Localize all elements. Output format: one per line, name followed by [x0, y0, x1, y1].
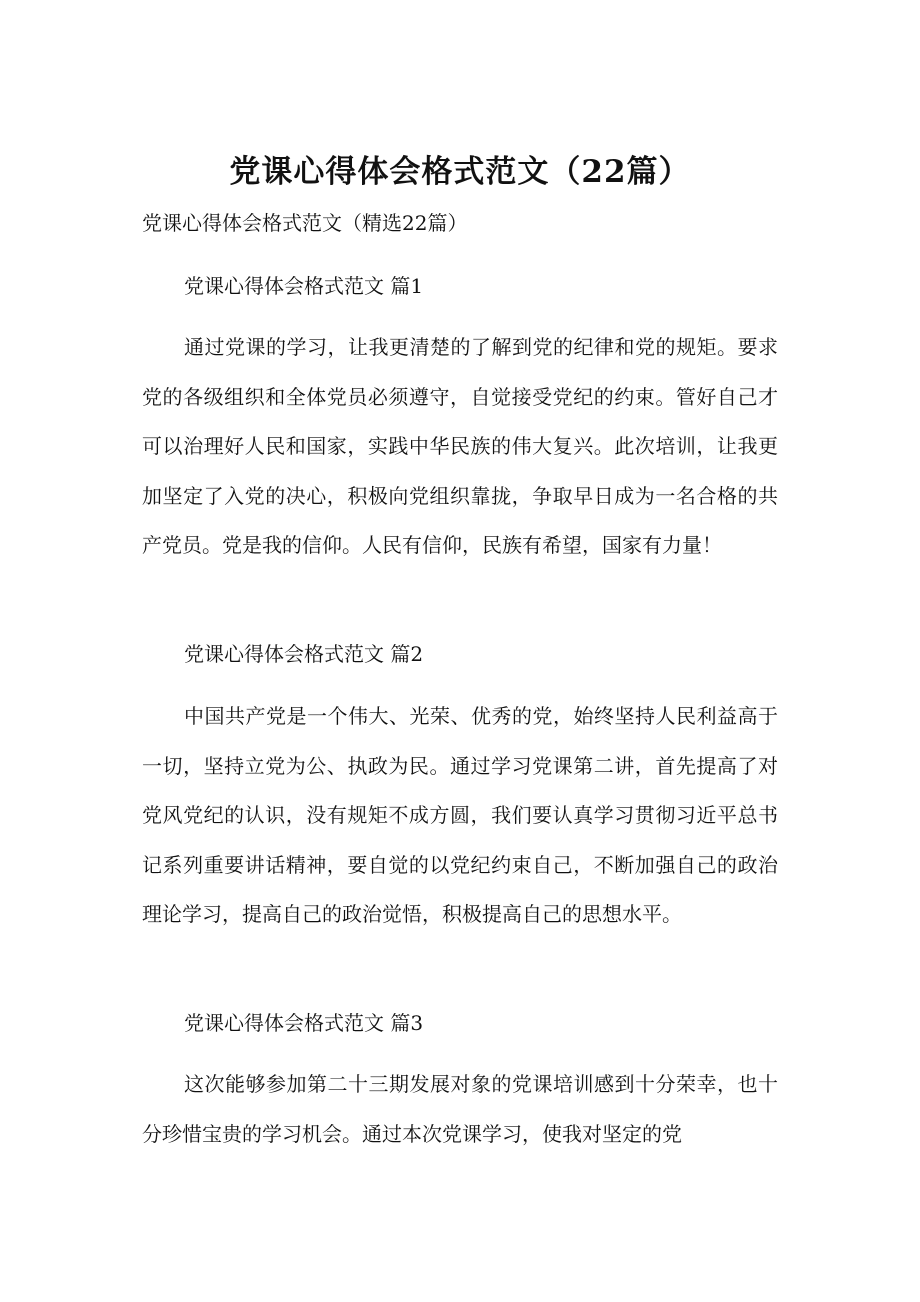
section-3-heading-block — [142, 1007, 778, 1039]
section-heading: 党课心得体会格式范文 篇2 — [184, 642, 424, 666]
section-2-body-block — [142, 692, 778, 940]
section-1-body-block — [142, 323, 778, 571]
section-paragraph: 这次能够参加第二十三期发展对象的党课培训感到十分荣幸，也十分珍惜宝贵的学习机会。通过本次党课学习，使我对坚定的党 — [142, 1072, 778, 1146]
document-subtitle: 党课心得体会格式范文（精选22篇） — [142, 211, 468, 235]
section-1-heading-block — [142, 270, 778, 302]
section-heading: 党课心得体会格式范文 篇1 — [184, 274, 424, 298]
section-paragraph: 中国共产党是一个伟大、光荣、优秀的党，始终坚持人民利益高于一切，坚持立党为公、执政为民。通过学习党课第二讲，首先提高了对党风党纪的认识，没有规矩不成方圆，我们要认真学习贯彻习近平总书记系列重要讲话精神，要自觉的以党纪约束自己，不断加强自己的政治理论学习，提高自己的政治觉悟，积极提高自己的思想水平。 — [142, 704, 778, 926]
document-title: 党课心得体会格式范文（22篇） — [229, 154, 691, 190]
section-heading: 党课心得体会格式范文 篇3 — [184, 1011, 424, 1035]
section-paragraph: 通过党课的学习，让我更清楚的了解到党的纪律和党的规矩。要求党的各级组织和全体党员必须遵守，自觉接受党纪的约束。管好自己才可以治理好人民和国家，实践中华民族的伟大复兴。此次培训，让我更加坚定了入党的决心，积极向党组织靠拢，争取早日成为一名合格的共产党员。党是我的信仰。人民有信仰，民族有希望，国家有力量！ — [142, 335, 778, 557]
section-3-body-block — [142, 1060, 778, 1159]
section-2-heading-block — [142, 638, 778, 670]
